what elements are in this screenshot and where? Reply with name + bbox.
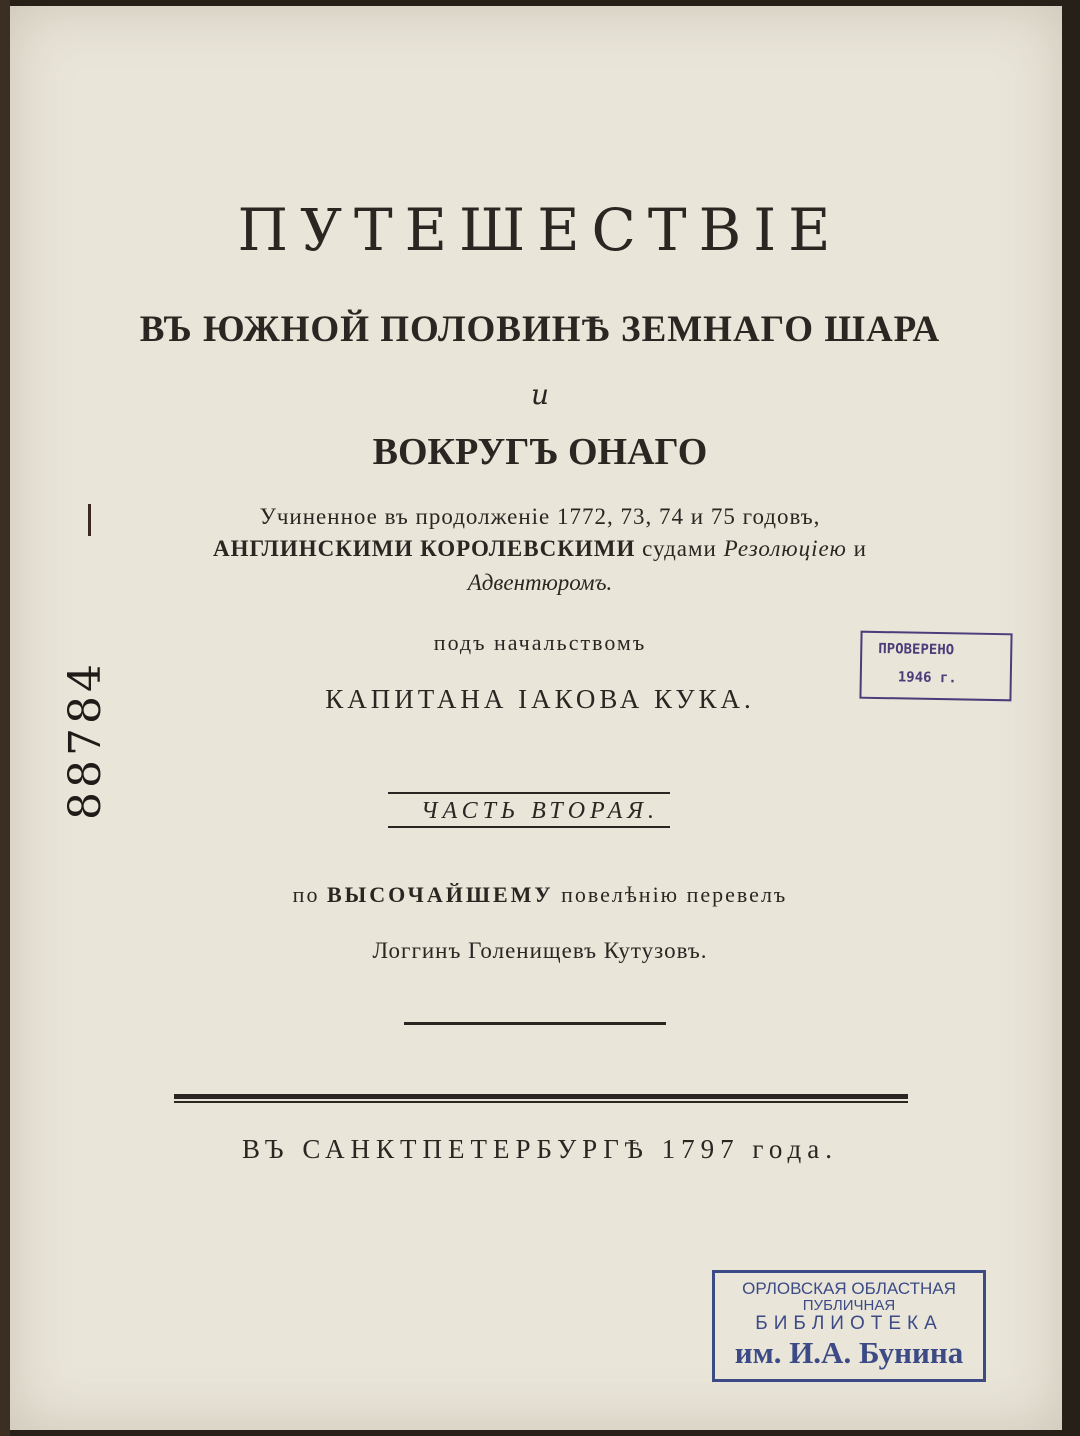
conjunction: и [530, 378, 550, 411]
subtitle-line-2: ВОКРУГЪ ОНАГО [372, 431, 708, 473]
thick-divider [174, 1094, 908, 1099]
order-pre: по [292, 882, 320, 907]
short-divider [404, 1022, 666, 1025]
library-stamp [712, 1270, 986, 1382]
under-command-line: подъ начальствомъ [433, 630, 647, 655]
body-line-2-bold: АНГЛИНСКИМИ КОРОЛЕВСКИМИ [213, 536, 636, 561]
checked-stamp-line-2: 1946 г. [897, 669, 957, 687]
body-line-2-plain: судами [642, 536, 717, 561]
body-line-1: Учиненное въ продолженіе 1772, 73, 74 и 75 годовъ, [259, 504, 821, 529]
body-line-2-ship: Резолюціею [723, 536, 847, 561]
library-stamp-line-4: им. И.А. Бунина [734, 1335, 964, 1370]
body-line-2-tail: и [853, 536, 867, 561]
imprint-line: ВЪ САНКТПЕТЕРБУРГѢ 1797 года. [241, 1134, 839, 1164]
translator-name: Логгинъ Голенищевъ Кутузовъ. [372, 938, 708, 963]
captain-name: КАПИТАНА ІАКОВА КУКА. [325, 684, 755, 714]
order-post: повелѣнію перевелъ [561, 882, 788, 907]
body-line-3: Адвентюромъ. [467, 570, 613, 595]
body-line-2 [0, 536, 1080, 562]
library-stamp-line-3: БИБЛИОТЕКА [755, 1313, 943, 1334]
checked-stamp-line-1: ПРОВЕРЕНО [878, 640, 955, 659]
pencil-mark [88, 504, 91, 536]
order-bold: ВЫСОЧАЙШЕМУ [326, 882, 554, 907]
shelf-mark: 88784 [60, 660, 111, 820]
subtitle-line-1: ВЪ ЮЖНОЙ ПОЛОВИНѢ ЗЕМНАГО ШАРА [139, 309, 941, 350]
part-label: ЧАСТЬ ВТОРАЯ. [420, 798, 660, 824]
library-stamp-line-2: ПУБЛИЧНАЯ [802, 1297, 896, 1314]
thin-divider [174, 1101, 908, 1103]
book-title: ПУТЕШЕСТВІЕ [237, 196, 843, 264]
checked-stamp [859, 631, 1012, 702]
library-stamp-line-1: ОРЛОВСКАЯ ОБЛАСТНАЯ [742, 1279, 956, 1298]
translation-order-line [0, 882, 1080, 908]
